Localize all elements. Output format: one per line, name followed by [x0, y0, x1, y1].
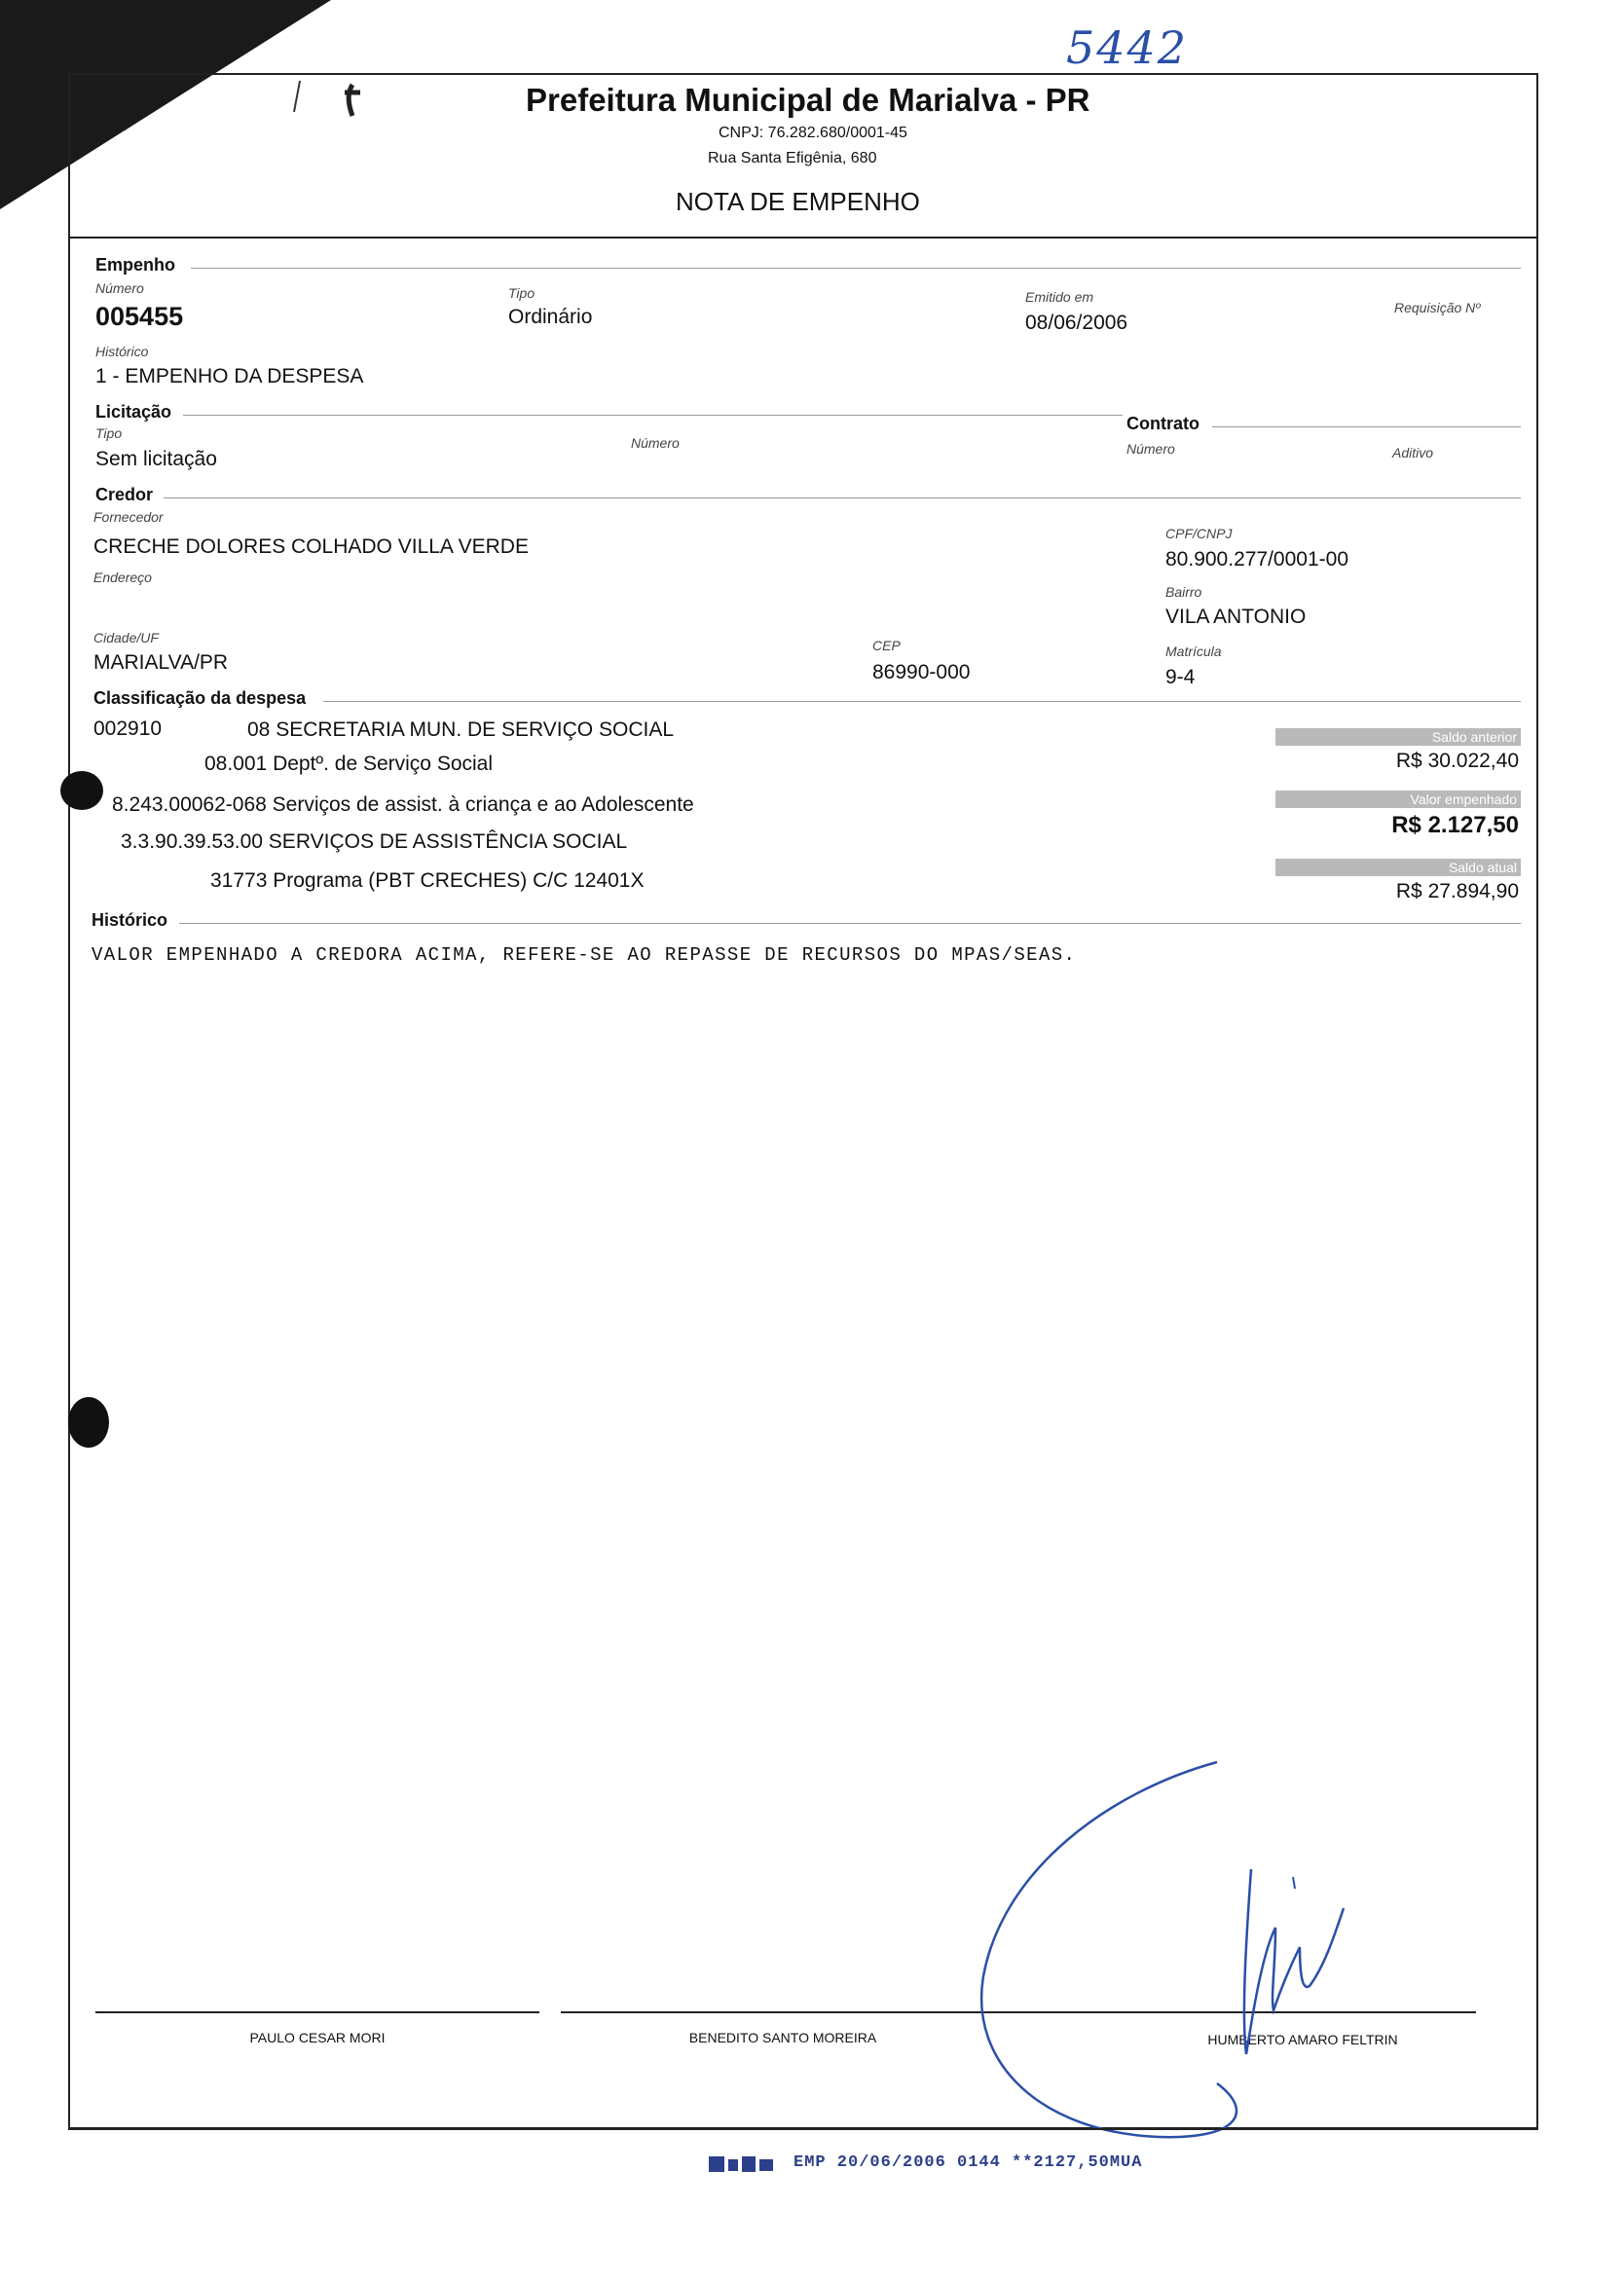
signature-name: HUMBERTO AMARO FELTRIN [1207, 2032, 1398, 2047]
credor-cep-label: CEP [872, 638, 901, 653]
section-contrato: Contrato [1126, 414, 1200, 433]
credor-cidade: MARIALVA/PR [93, 651, 229, 674]
empenho-tipo: Ordinário [508, 306, 593, 328]
licitacao-numero-label: Número [631, 435, 680, 451]
credor-cidade-label: Cidade/UF [93, 630, 159, 645]
section-credor: Credor [95, 485, 154, 504]
header-divider [68, 237, 1538, 239]
historico-text: VALOR EMPENHADO A CREDORA ACIMA, REFERE-SE AO REPASSE DE RECURSOS DO MPAS/SEAS. [92, 944, 1077, 966]
section-rule [183, 415, 1123, 416]
classificacao-line: 08.001 Deptº. de Serviço Social [204, 753, 494, 775]
classificacao-code: 002910 [93, 717, 163, 740]
signature-name: PAULO CESAR MORI [249, 2030, 386, 2045]
municipal-logo [282, 73, 370, 131]
signature-line [95, 2011, 539, 2013]
classificacao-line: 8.243.00062-068 Serviços de assist. à criança e ao Adolescente [112, 793, 694, 816]
credor-cpf: 80.900.277/0001-00 [1165, 548, 1349, 570]
header-address: Rua Santa Efigênia, 680 [708, 150, 877, 166]
empenho-tipo-label: Tipo [508, 285, 535, 301]
punch-hole [60, 771, 103, 810]
header-cnpj: CNPJ: 76.282.680/0001-45 [719, 125, 907, 141]
credor-cep: 86990-000 [872, 661, 971, 683]
section-rule [164, 497, 1521, 498]
credor-bairro-label: Bairro [1165, 584, 1202, 600]
classificacao-line: 31773 Programa (PBT CRECHES) C/C 12401X [210, 869, 645, 892]
section-empenho: Empenho [95, 255, 176, 275]
page-title: Prefeitura Municipal de Marialva - PR [526, 82, 1090, 118]
saldo-atual-value: R$ 27.894,90 [1395, 880, 1519, 902]
signature-name: BENEDITO SANTO MOREIRA [688, 2030, 877, 2045]
credor-matricula-label: Matrícula [1165, 644, 1222, 659]
saldo-anterior-value: R$ 30.022,40 [1395, 750, 1519, 772]
saldo-atual-label: Saldo atual [1275, 859, 1521, 876]
empenho-historico: 1 - EMPENHO DA DESPESA [95, 365, 364, 387]
footer-divider [68, 2128, 1538, 2130]
empenho-emitido-label: Emitido em [1025, 289, 1094, 305]
handwritten-signature [964, 1733, 1412, 2152]
empenho-requisicao-label: Requisição Nº [1394, 300, 1481, 315]
classificacao-line: 08 SECRETARIA MUN. DE SERVIÇO SOCIAL [247, 718, 675, 741]
section-historico: Histórico [92, 910, 168, 930]
contrato-numero-label: Número [1126, 441, 1175, 457]
signature-line [561, 2011, 1026, 2013]
credor-bairro: VILA ANTONIO [1165, 606, 1307, 628]
section-classificacao: Classificação da despesa [93, 688, 307, 708]
valor-empenhado-value: R$ 2.127,50 [1391, 812, 1519, 838]
section-licitacao: Licitação [95, 402, 172, 422]
footer-stamp: EMP 20/06/2006 0144 **2127,50MUA [794, 2153, 1143, 2172]
credor-fornecedor-label: Fornecedor [93, 509, 164, 525]
credor-fornecedor: CRECHE DOLORES COLHADO VILLA VERDE [93, 535, 529, 558]
contrato-aditivo-label: Aditivo [1392, 445, 1434, 460]
valor-empenhado-label: Valor empenhado [1275, 791, 1521, 808]
handwritten-number: 5442 [1066, 21, 1189, 74]
licitacao-tipo-label: Tipo [95, 425, 123, 441]
credor-cpf-label: CPF/CNPJ [1165, 526, 1233, 541]
punch-hole [68, 1397, 109, 1448]
section-rule [179, 923, 1521, 924]
document-title: NOTA DE EMPENHO [676, 187, 920, 216]
section-rule [1212, 426, 1521, 427]
saldo-anterior-label: Saldo anterior [1275, 728, 1521, 746]
section-rule [323, 701, 1521, 702]
classificacao-line: 3.3.90.39.53.00 SERVIÇOS DE ASSISTÊNCIA SOCIAL [121, 830, 628, 853]
section-rule [191, 268, 1521, 269]
credor-endereco-label: Endereço [93, 570, 152, 585]
empenho-emitido: 08/06/2006 [1025, 312, 1128, 334]
empenho-numero: 005455 [95, 302, 184, 331]
barcode-mark [709, 2153, 775, 2175]
empenho-historico-label: Histórico [95, 344, 149, 359]
empenho-numero-label: Número [95, 280, 144, 296]
licitacao-tipo: Sem licitação [95, 448, 217, 470]
credor-matricula: 9-4 [1165, 666, 1196, 688]
